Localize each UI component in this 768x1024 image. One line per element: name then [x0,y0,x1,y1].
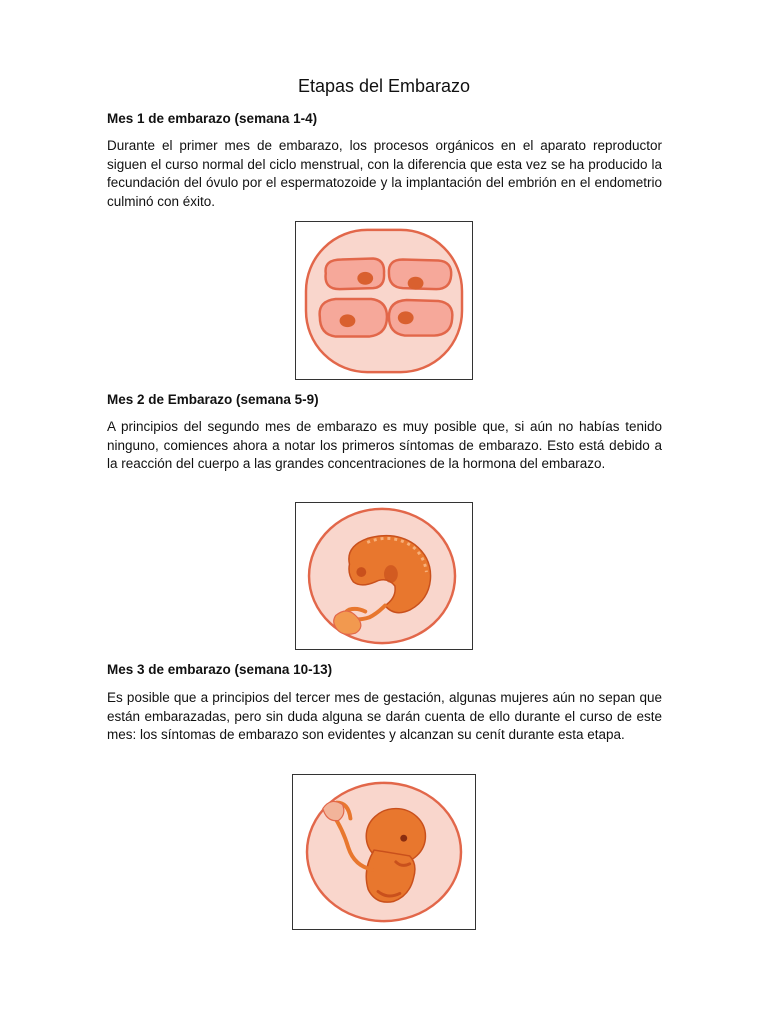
section-heading-month-2: Mes 2 de Embarazo (semana 5-9) [107,392,319,407]
section-text-month-2: A principios del segundo mes de embarazo es muy posible que, si aún no habías tenido ninguno, comiences ahora a notar los primeros síntomas de embarazo. Esto está debido a la reacción del cuerpo a las grandes concentraciones de la hormona del embarazo. [107,419,662,471]
nucleus-bottom-left [340,314,356,327]
fetus-svg [293,775,475,929]
section-text-month-1: Durante el primer mes de embarazo, los procesos orgánicos en el aparato reproductor siguen el curso normal del ciclo menstrual, con la diferencia que esta vez se ha producido la fecundación del óvulo por el espermatozoide y la implantación del embrión en el endometrio culminó con éxito. [107,138,662,209]
section-heading-month-1: Mes 1 de embarazo (semana 1-4) [107,111,318,126]
fetus-eye [400,835,407,842]
page-title: Etapas del Embarazo [297,76,471,96]
embryo-heart [384,565,398,583]
fetus-illustration [292,774,476,930]
nucleus-top-left [357,272,373,285]
section-text-month-3: Es posible que a principios del tercer mes de gestación, algunas mujeres aún no sepan que están embarazadas, pero sin duda alguna se darán cuenta de ello durante el curso de este mes: los síntomas de embarazo son evidentes y alcanzan su cenít durante esta etapa. [107,690,662,742]
embryo-eye [356,567,366,577]
cell-top-left [326,259,385,290]
early-embryo-illustration [295,502,473,650]
section-heading-month-3: Mes 3 de embarazo (semana 10-13) [107,662,333,677]
nucleus-bottom-right [398,311,414,324]
nucleus-top-right [408,277,424,290]
four-cell-embryo-svg [296,222,472,379]
early-embryo-svg [296,503,472,649]
four-cell-embryo-illustration [295,221,473,380]
